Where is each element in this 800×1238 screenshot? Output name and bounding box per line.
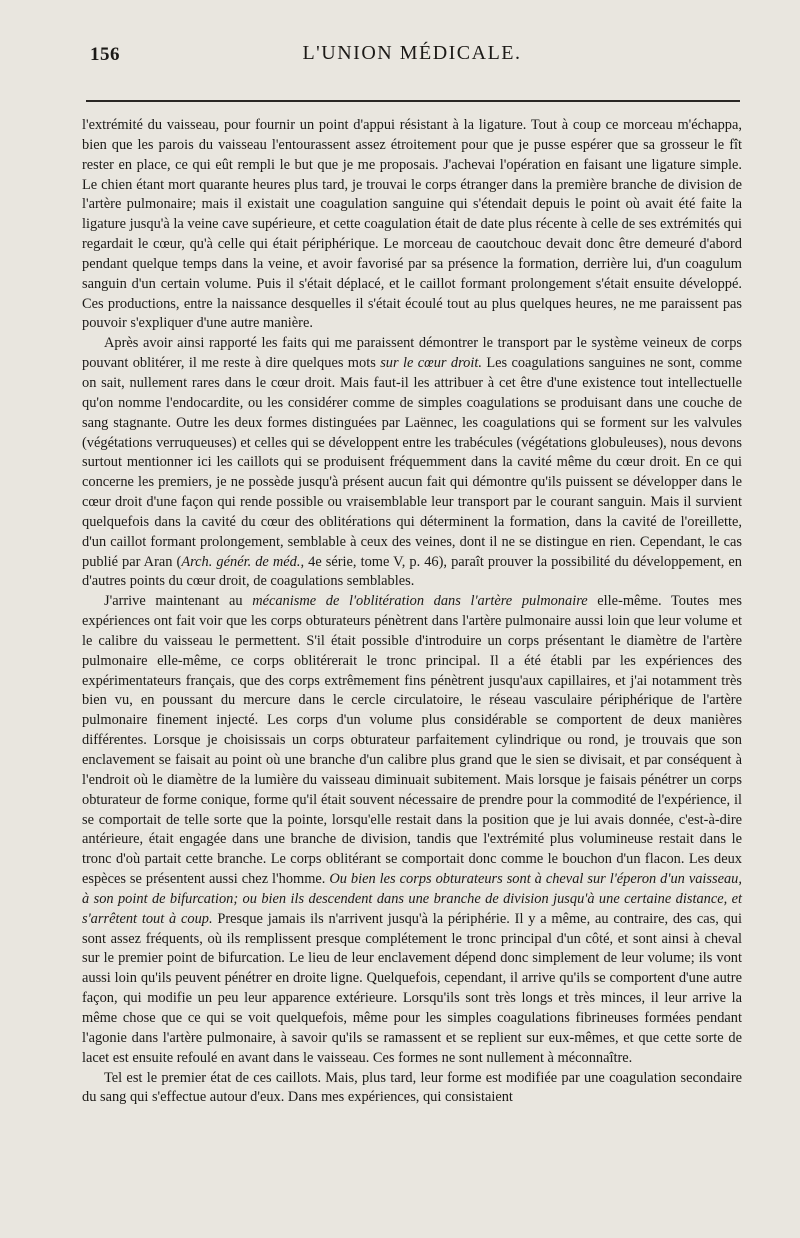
text-run: elle-même. Toutes mes expériences ont fait voir que les corps obturateurs pénètrent dans l'artère pulmonaire aussi loin que leur volume et le calibre du vaisseau le permettent. S'il était possible d'introduire un corps présentant le diamètre de l'artère pulmonaire elle-même, ce corps oblitérerait le tronc principal. Il a été établi par les expériences des expérimentateurs français, que des corps extrêmement fins pénètrent jusqu'aux capillaires, et j'ai notamment très bien vu, en poussant du mercure dans le cercle circulatoire, le réseau vasculaire périphérique de l'artère pulmonaire finement injecté. Les corps d'un volume plus considérable se comportent de deux manières différentes. Lorsque je choisissais un corps obturateur parfaitement cylindrique ou rond, je trouvais que son enclavement se faisait au point où une branche d'un calibre plus grand que le sien se divisait, et par conséquent à l'endroit où le diamètre de la lumière du vaisseau diminuait subitement. Mais lorsque je faisais pénétrer un corps obturateur de forme conique, forme qu'il était souvent nécessaire de prendre pour la commodité de l'expérience, il se comportait de telle sorte que la pointe, lorsqu'elle restait dans la position que je lui avais donnée, c'est-à-dire antérieure, était engagée dans une branche de division, tandis que l'extrémité plus volumineuse restait dans le tronc d'où partait cette branche. Le corps oblitérant se comportait donc comme le bouchon d'un flacon. Les deux espèces se présentent aussi chez l'homme. xyxy=(82,593,742,888)
paragraph xyxy=(82,116,742,334)
italic-text: sur le cœur droit. xyxy=(380,355,482,372)
text-run: Les coagulations sanguines ne sont, comme on sait, nullement rares dans le cœur droit. Mais faut-il les attribuer à cet être d'une existence tout intellectuelle qu'on nomme l'endocardite, ou les considérer comme de simples coagulations se produisant dans une couche de sang stagnante. Outre les deux formes distinguées par Laënnec, les coagulations qui se forment sur les valvules (végétations verruqueuses) et celles qui se développent entre les trabécules (végétations globuleuses), nous devons surtout mentionner ici les caillots qui se produisent fréquemment dans la cavité même du cœur droit. En ce qui concerne les premiers, je ne possède jusqu'à présent aucun fait qui démontre qu'ils puissent se développer dans le cœur droit d'une façon qui rende possible ou vraisemblable leur transport par le courant sanguin. Mais il survient quelquefois dans la cavité du cœur des oblitérations qui déterminent la formation, dans la cavité de l'oreillette, d'un caillot formant prolongement, semblable à ceux des veines, dont il ne se distingue en rien. Cependant, le cas publié par Aran ( xyxy=(82,355,742,570)
text-run: 4e série, tome V, p. 46), paraît prouver la possibilité du développement, en d'autres points du cœur droit, de coagulations semblables. xyxy=(82,553,742,590)
italic-text: Arch. génér. de méd., xyxy=(181,553,305,570)
running-title: L'UNION MÉDICALE. xyxy=(302,42,522,64)
text-run: l'extrémité du vaisseau, pour fournir un point d'appui résistant à la ligature. Tout à coup ce morceau m'échappa, bien que les parois du vaisseau l'entourassent assez étroitement pour que je pusse espérer que sa grosseur le fît rester en place, ce qui eût rempli le but que je me proposais. J'achevai l'opération en faisant une ligature simple. Le chien étant mort quarante heures plus tard, je trouvai le corps étranger dans la première branche de division de l'artère pulmonaire; mais il existait une coagulation sanguine qui s'étendait depuis le point où avait été faite la ligature jusqu'à la veine cave supérieure, et cette coagulation était de date plus récente à celle de ses extrémités qui regardait le cœur, qu'à celle qui était périphérique. Le morceau de caoutchouc devait donc être demeuré d'abord pendant quelque temps dans la veine, et avoir favorisé par sa présence la formation, derrière lui, d'un coagulum sanguin d'un certain volume. Puis il s'était déplacé, et le caillot formant prolongement s'était ensuite développé. Ces productions, entre la naissance desquelles il s'était écoulé tout au plus quelques heures, ne me paraissent pas pouvoir s'expliquer d'une autre manière. xyxy=(82,117,742,332)
paragraph xyxy=(82,1069,742,1109)
page-number: 156 xyxy=(90,44,120,65)
header-rule xyxy=(86,100,740,102)
body-text xyxy=(82,116,742,1108)
text-run: Tel est le premier état de ces caillots. Mais, plus tard, leur forme est modifiée par une coagulation secondaire du sang qui s'effectue autour d'eux. Dans mes expériences, qui consistaient xyxy=(82,1069,742,1106)
italic-text: mécanisme de l'oblitération dans l'artère pulmonaire xyxy=(252,593,588,610)
italic-text: Ou bien les corps obturateurs sont à cheval sur l'éperon d'un vaisseau, à son point de bifurcation; ou bien ils descendent dans une branche de division jusqu'à une certaine distance, et s'arrêtent tout à coup. xyxy=(82,871,742,927)
text-run: J'arrive maintenant au xyxy=(104,593,253,610)
text-run: Presque jamais ils n'arrivent jusqu'à la périphérie. Il y a même, au contraire, des cas, qui sont assez fréquents, où ils remplissent presque complétement le tronc principal d'un côté, et sont ainsi à cheval sur le premier point de bifurcation. Le lieu de leur enclavement dépend donc simplement de leur volume; ils vont aussi loin qu'ils peuvent pénétrer en droite ligne. Quelquefois, cependant, il arrive qu'ils se comportent d'une autre façon, qui modifie un peu leur apparence extérieure. Lorsqu'ils sont très longs et très minces, il leur arrive la même chose que ce qui se voit quelquefois, même pour les simples coagulations fibrineuses formées pendant l'agonie dans l'artère pulmonaire, à savoir qu'ils se ramassent et se replient sur eux-mêmes, et que cette sorte de lacet est ensuite refoulé en avant dans le vaisseau. Ces formes ne sont nullement à méconnaître. xyxy=(82,910,742,1066)
page-header xyxy=(82,34,742,74)
paragraph xyxy=(82,592,742,1068)
text-run: Après avoir ainsi rapporté les faits qui me paraissent démontrer le transport par le système veineux de corps pouvant oblitérer, il me reste à dire quelques mots xyxy=(82,335,742,372)
paragraph xyxy=(82,334,742,592)
